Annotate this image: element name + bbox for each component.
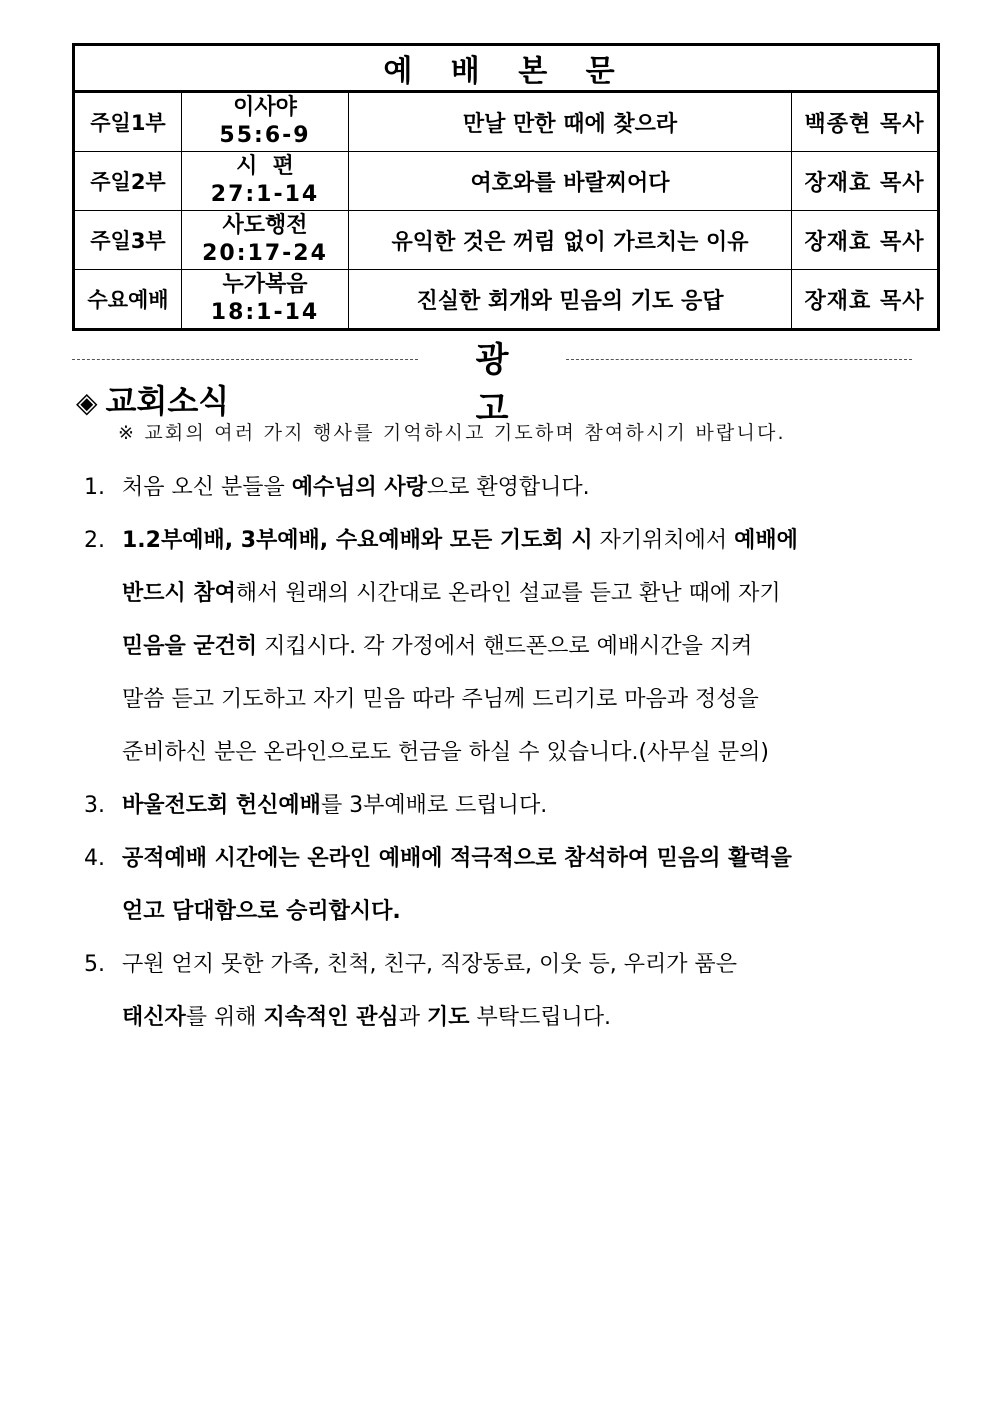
item-number: 5. [84,952,105,977]
sermon-row [74,270,939,330]
scripture-book: 누가복음 [222,272,308,297]
announcement-item [84,519,904,784]
emphasized-text: 태신자 [122,1005,186,1030]
item-number: 2. [84,528,105,553]
emphasized-text: 예수님의 사랑 [291,475,427,500]
announcement-line [84,996,904,1049]
announcement-item [84,466,904,519]
scripture-reference: 18:1-14 [210,300,320,325]
item-text: 말씀 듣고 기도하고 자기 믿음 따라 주님께 드리기로 마음과 정성을 [122,687,759,712]
preacher: 장재효 목사 [792,211,939,270]
church-news-title: 교회소식 [105,382,230,420]
sermon-title: 유익한 것은 꺼림 없이 가르치는 이유 [349,211,792,270]
scripture-passage [182,92,349,152]
item-text: 구원 얻지 못한 가족, 친척, 친구, 직장동료, 이웃 등, 우리가 품은 [122,952,737,977]
church-news-heading [76,376,229,422]
preacher: 백종현 목사 [792,92,939,152]
dashed-divider-right [566,359,912,360]
sermon-row [74,152,939,211]
announcement-line [84,572,904,625]
item-text: 를 위해 [185,1005,264,1030]
sermon-row [74,211,939,270]
scripture-reference: 55:6-9 [219,123,311,148]
sermon-title: 여호와를 바랄찌어다 [349,152,792,211]
scripture-book: 이사야 [233,95,297,120]
announcement-line [84,943,904,996]
sermon-title: 만날 만한 때에 찾으라 [349,92,792,152]
dashed-divider-left [72,359,418,360]
item-text: 를 3부예배로 드립니다. [320,793,548,818]
announcement-line [84,784,904,837]
announcement-item [84,943,904,1049]
announcement-list [84,466,904,1049]
announcement-line [84,837,904,890]
item-number: 1. [84,475,105,500]
church-news-note: ※ 교회의 여러 가지 행사를 기억하시고 기도하며 참여하시기 바랍니다. [118,422,786,444]
scripture-book: 시 편 [236,154,294,179]
emphasized-text: 지속적인 관심 [263,1005,399,1030]
announcement-line [84,466,904,519]
item-text: 자기위치에서 [592,528,735,553]
scripture-book: 사도행전 [222,213,308,238]
item-number: 3. [84,793,105,818]
announcement-line [84,890,904,943]
scripture-passage [182,152,349,211]
item-text: 과 [398,1005,427,1030]
sermon-title: 진실한 회개와 믿음의 기도 응답 [349,270,792,330]
emphasized-text: 바울전도회 헌신예배 [122,793,321,818]
item-text: 처음 오신 분들을 [122,475,292,500]
emphasized-text: 기도 [426,1005,470,1030]
announcement-item [84,837,904,943]
item-text: 으로 환영합니다. [426,475,590,500]
emphasized-text: 예배에 [734,528,798,553]
service-name: 주일2부 [74,152,182,211]
diamond-bullet-icon: ◈ [76,386,98,419]
sermon-table [72,43,940,331]
sermon-row [74,92,939,152]
sermon-table-title: 예 배 본 문 [74,45,939,92]
item-text: 준비하신 분은 온라인으로도 헌금을 하실 수 있습니다.(사무실 문의) [122,740,769,765]
announcement-line [84,625,904,678]
scripture-passage [182,270,349,330]
item-text: 해서 원래의 시간대로 온라인 설교를 듣고 환난 때에 자기 [235,581,781,606]
announcement-line [84,519,904,572]
item-number: 4. [84,846,105,871]
service-name: 수요예배 [74,270,182,330]
emphasized-text: 1.2부예배, 3부예배, 수요예배와 모든 기도회 시 [122,528,593,553]
emphasized-text: 얻고 담대함으로 승리합시다. [122,899,401,924]
emphasized-text: 반드시 참여 [122,581,236,606]
service-name: 주일3부 [74,211,182,270]
emphasized-text: 믿음을 굳건히 [122,634,258,659]
preacher: 장재효 목사 [792,152,939,211]
emphasized-text: 공적예배 시간에는 온라인 예배에 적극적으로 참석하여 믿음의 활력을 [122,846,792,871]
announcement-item [84,784,904,837]
service-name: 주일1부 [74,92,182,152]
scripture-reference: 20:17-24 [202,241,328,266]
announcement-line [84,678,904,731]
announcement-line [84,731,904,784]
scripture-passage [182,211,349,270]
preacher: 장재효 목사 [792,270,939,330]
announcements-title: 광 고 [475,340,531,429]
item-text: 부탁드립니다. [469,1005,611,1030]
scripture-reference: 27:1-14 [210,182,320,207]
item-text: 지킵시다. 각 가정에서 핸드폰으로 예배시간을 지켜 [257,634,753,659]
